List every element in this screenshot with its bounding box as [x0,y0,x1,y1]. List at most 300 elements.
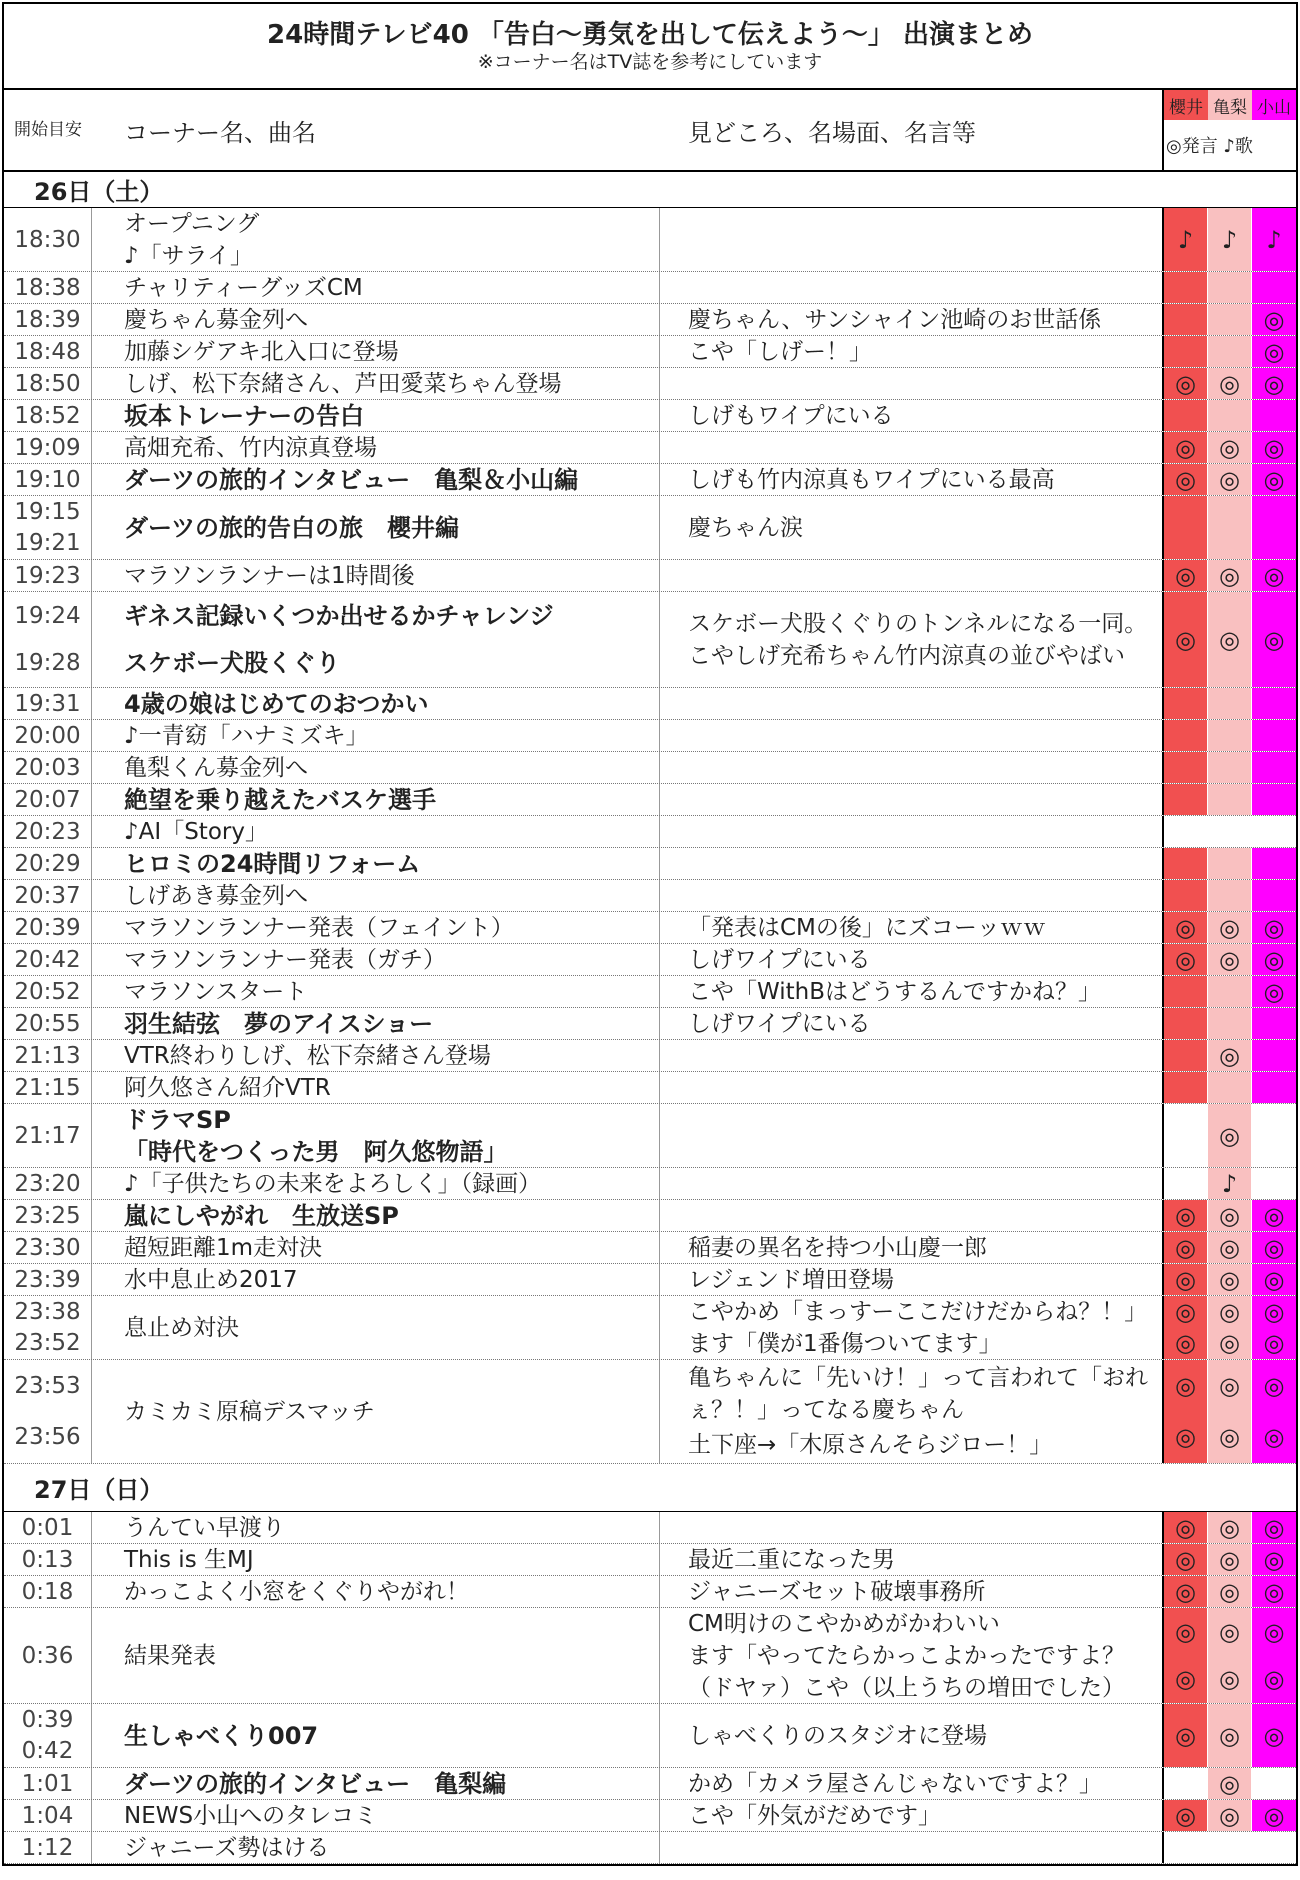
koyama-cell [1252,592,1296,687]
time-cell [4,496,92,559]
sakurai-cell [1164,720,1208,751]
cell-line: オープニング [124,211,260,237]
cell-line: ♪ [1221,1169,1238,1198]
corner-name-cell [92,592,660,687]
time-cell [4,1200,92,1231]
cell-line: 20:00 [14,722,81,749]
cell-line: ◎ [1175,1721,1196,1750]
kamenashi-cell [1208,432,1252,463]
cell-line: ◎ [1219,1801,1240,1830]
time-cell [4,816,92,847]
koyama-cell [1252,816,1296,847]
cell-line: ◎ [1219,433,1240,462]
memo-cell: ジャニーズセット破壊事務所 [660,1576,1164,1607]
memo-cell [660,1832,1164,1863]
cell-line: うんてい早渡り [124,1514,285,1541]
header-member-kamenashi: 亀梨 [1208,90,1252,120]
corner-name-cell [92,784,660,815]
kamenashi-cell [1208,1072,1252,1103]
kamenashi-cell [1208,1832,1252,1863]
cell-line: ます「僕が1番傷ついてます」 [688,1331,1002,1357]
column-header [4,90,1296,172]
time-cell [4,1296,92,1359]
cell-line: 19:09 [14,434,81,461]
cell-line: ドラマSP [124,1106,231,1134]
cell-line: マラソンランナー発表（ガチ） [124,946,446,973]
cell-line: ◎ [1219,1721,1240,1750]
cell-line: ます「やってたらかっこよかったですよ？（ドヤァ）こや（以上うちの増田でした） [688,1643,1125,1701]
memo-cell: 稲妻の異名を持つ小山慶一郎 [660,1232,1164,1263]
time-cell [4,912,92,943]
corner-name-cell [92,560,660,591]
koyama-cell [1252,400,1296,431]
cell-line: ◎ [1263,1233,1285,1262]
sakurai-cell [1164,304,1208,335]
kamenashi-cell [1208,592,1252,687]
sakurai-cell [1164,1296,1208,1359]
time-cell [4,1360,92,1463]
memo-cell [660,1296,1164,1359]
kamenashi-cell [1208,848,1252,879]
kamenashi-cell [1208,688,1252,719]
cell-line: ◎ [1175,1371,1196,1400]
time-cell [4,432,92,463]
kamenashi-cell [1208,272,1252,303]
cell-line: 0:13 [21,1546,74,1573]
kamenashi-cell [1208,1608,1252,1703]
corner-name-cell [92,688,660,719]
cell-line: マラソンスタート [124,978,308,1005]
koyama-cell [1252,1296,1296,1359]
corner-name-cell [92,1232,660,1263]
cell-line: 超短距離1m走対決 [124,1234,323,1261]
corner-name-cell [92,368,660,399]
time-cell [4,784,92,815]
header-memo: 見どころ、名場面、名言等 [660,90,1164,170]
cell-line: ◎ [1263,1423,1285,1452]
sakurai-cell [1164,432,1208,463]
cell-line: ◎ [1219,913,1240,942]
sakurai-cell [1164,976,1208,1007]
corner-name-cell [92,720,660,751]
cell-line: ◎ [1219,1297,1240,1326]
table-row [4,688,1296,720]
cell-line: ◎ [1263,1371,1285,1400]
sakurai-cell [1164,592,1208,687]
time-cell [4,720,92,751]
cell-line: 20:42 [14,946,81,973]
cell-line: ◎ [1263,977,1285,1006]
cell-line: ◎ [1219,561,1240,590]
table-row [4,784,1296,816]
memo-cell [660,816,1164,847]
cell-line: 0:36 [21,1642,74,1669]
cell-line: ◎ [1219,945,1240,974]
memo-cell: こや「WithBはどうするんですかね？」 [660,976,1164,1007]
table-row [4,1704,1296,1768]
cell-line: 0:18 [21,1578,74,1605]
cell-line: ◎ [1219,1545,1240,1574]
cell-line: ◎ [1263,1513,1285,1542]
koyama-cell [1252,1768,1296,1799]
kamenashi-cell [1208,368,1252,399]
cell-line: 土下座→「木原さんそらジロー！」 [688,1432,1053,1459]
cell-line: 23:56 [14,1424,81,1451]
sakurai-cell [1164,816,1208,847]
cell-line: 20:39 [14,914,81,941]
table-row [4,720,1296,752]
cell-line: ダーツの旅的インタビュー 亀梨編 [124,1769,507,1798]
koyama-cell [1252,1072,1296,1103]
memo-cell [660,432,1164,463]
koyama-cell [1252,688,1296,719]
table-row [4,1544,1296,1576]
cell-line: ◎ [1219,625,1240,654]
cell-line: ◎ [1175,945,1196,974]
koyama-cell [1252,1008,1296,1039]
table-row [4,464,1296,496]
memo-cell: レジェンド増田登場 [660,1264,1164,1295]
cell-line: ◎ [1219,1233,1240,1262]
cell-line: ♪ [1221,225,1238,254]
kamenashi-cell [1208,752,1252,783]
cell-line: 20:23 [14,818,81,845]
time-cell [4,1008,92,1039]
cell-line: ギネス記録いくつか出せるかチャレンジ [124,601,554,630]
time-cell [4,976,92,1007]
cell-line: ♪ [1177,225,1194,254]
cell-line: 21:17 [14,1122,81,1149]
table-row [4,1040,1296,1072]
sakurai-cell [1164,1168,1208,1199]
cell-line: 高畑充希、竹内涼真登場 [124,434,377,461]
cell-line: 23:25 [14,1202,81,1229]
cell-line: 生しゃべくり007 [124,1721,319,1750]
koyama-cell [1252,1360,1296,1463]
sakurai-cell [1164,560,1208,591]
sakurai-cell [1164,1264,1208,1295]
cell-line: マラソンランナー発表（フェイント） [124,914,514,941]
day-label: 26日（土） [34,178,164,206]
table-row [4,880,1296,912]
memo-cell [660,784,1164,815]
time-cell [4,1800,92,1831]
koyama-cell [1252,1264,1296,1295]
cell-line: ◎ [1263,1329,1285,1358]
corner-name-cell [92,304,660,335]
sakurai-cell [1164,368,1208,399]
kamenashi-cell [1208,496,1252,559]
cell-line: ヒロミの24時間リフォーム [124,849,421,878]
time-cell [4,400,92,431]
memo-cell: こや「しげー！」 [660,336,1164,367]
schedule-sheet [2,2,1298,1866]
corner-name-cell [92,1704,660,1767]
cell-line: ◎ [1219,465,1240,494]
corner-name-cell [92,976,660,1007]
cell-line: 23:52 [14,1330,81,1357]
memo-cell: 慶ちゃん、サンシャイン池崎のお世話係 [660,304,1164,335]
corner-name-cell [92,1104,660,1167]
time-cell [4,752,92,783]
cell-line: 4歳の娘はじめてのおつかい [124,689,429,718]
table-row [4,496,1296,560]
koyama-cell [1252,976,1296,1007]
cell-line: 息止め対決 [124,1314,239,1341]
memo-cell: 慶ちゃん涙 [660,496,1164,559]
cell-line: ◎ [1219,1041,1240,1070]
cell-line: 1:01 [21,1770,74,1797]
memo-cell: しげもワイプにいる [660,400,1164,431]
sakurai-cell [1164,848,1208,879]
koyama-cell [1252,208,1296,271]
kamenashi-cell [1208,944,1252,975]
cell-line: 23:30 [14,1234,81,1261]
time-cell [4,1704,92,1767]
corner-name-cell [92,1360,660,1463]
time-cell [4,592,92,687]
sakurai-cell [1164,1608,1208,1703]
kamenashi-cell [1208,1512,1252,1543]
kamenashi-cell [1208,560,1252,591]
kamenashi-cell [1208,1168,1252,1199]
memo-cell: こや「外気がだめです」 [660,1800,1164,1831]
time-cell [4,944,92,975]
memo-cell [660,272,1164,303]
sakurai-cell [1164,1832,1208,1863]
table-row [4,1360,1296,1464]
cell-line: 19:10 [14,466,81,493]
cell-line: ◎ [1263,561,1285,590]
memo-cell [660,1200,1164,1231]
time-cell [4,880,92,911]
sakurai-cell [1164,400,1208,431]
koyama-cell [1252,784,1296,815]
kamenashi-cell [1208,912,1252,943]
koyama-cell [1252,1200,1296,1231]
cell-line: ◎ [1175,1545,1196,1574]
sakurai-cell [1164,880,1208,911]
cell-line: 嵐にしやがれ 生放送SP [124,1201,399,1230]
cell-line: 阿久悠さん紹介VTR [124,1074,331,1101]
cell-line: 20:55 [14,1010,81,1037]
cell-line: 亀ちゃんに「先いけ！」って言われて「おれぇ？！」ってなる慶ちゃん [688,1364,1148,1423]
cell-line: ◎ [1263,465,1285,494]
time-cell [4,1264,92,1295]
koyama-cell [1252,1576,1296,1607]
memo-cell [660,208,1164,271]
cell-line: ◎ [1263,1577,1285,1606]
cell-line: ◎ [1263,945,1285,974]
kamenashi-cell [1208,1104,1252,1167]
cell-line: 20:29 [14,850,81,877]
cell-line: 18:50 [14,370,81,397]
cell-line: 羽生結弦 夢のアイスショー [124,1009,434,1038]
time-cell [4,1232,92,1263]
koyama-cell [1252,1832,1296,1863]
table-row [4,912,1296,944]
cell-line: 23:39 [14,1266,81,1293]
table-row [4,1512,1296,1544]
time-cell [4,272,92,303]
kamenashi-cell [1208,816,1252,847]
title-main: 24時間テレビ40 「告白～勇気を出して伝えよう～」 出演まとめ [267,20,1033,50]
cell-line: 19:31 [14,690,81,717]
memo-cell: しげワイプにいる [660,944,1164,975]
cell-line: ♪ [1266,225,1282,254]
cell-line: 加藤シゲアキ北入口に登場 [124,338,399,365]
kamenashi-cell [1208,784,1252,815]
memo-cell: しげも竹内涼真もワイプにいる最高 [660,464,1164,495]
table-row [4,336,1296,368]
koyama-cell [1252,1704,1296,1767]
sakurai-cell [1164,1008,1208,1039]
cell-line: ◎ [1219,1665,1240,1694]
cell-line: 18:52 [14,402,81,429]
cell-line: ◎ [1263,369,1285,398]
memo-cell: スケボー犬股くぐりのトンネルになる一同。こやしげ充希ちゃん竹内涼真の並びやばい [660,592,1164,687]
memo-cell [660,688,1164,719]
kamenashi-cell [1208,1360,1252,1463]
cell-line: ◎ [1219,369,1240,398]
cell-line: ◎ [1175,369,1196,398]
header-member-sakurai: 櫻井 [1164,90,1208,120]
time-cell [4,1576,92,1607]
corner-name-cell [92,912,660,943]
cell-line: ♪「サライ」 [124,243,253,269]
table-row [4,1200,1296,1232]
koyama-cell [1252,912,1296,943]
corner-name-cell [92,496,660,559]
sakurai-cell [1164,1232,1208,1263]
table-row [4,304,1296,336]
koyama-cell [1252,496,1296,559]
cell-line: 絶望を乗り越えたバスケ選手 [124,785,436,814]
sakurai-cell [1164,752,1208,783]
cell-line: チャリティーグッズCM [124,274,363,301]
cell-line: VTR終わりしげ、松下奈緒さん登場 [124,1042,491,1069]
koyama-cell [1252,304,1296,335]
sakurai-cell [1164,944,1208,975]
cell-line: 「時代をつくった男 阿久悠物語」 [124,1138,508,1166]
koyama-cell [1252,752,1296,783]
header-legend: ◎発言 ♪歌 [1166,136,1253,157]
cell-line: スケボー犬股くぐり [124,649,340,678]
cell-line: 23:53 [14,1372,81,1399]
time-cell [4,1040,92,1071]
memo-cell: しげワイプにいる [660,1008,1164,1039]
corner-name-cell [92,848,660,879]
cell-line: ◎ [1219,1617,1240,1646]
corner-name-cell [92,880,660,911]
corner-name-cell [92,816,660,847]
time-cell [4,208,92,271]
kamenashi-cell [1208,1296,1252,1359]
cell-line: ◎ [1175,1577,1196,1606]
kamenashi-cell [1208,400,1252,431]
kamenashi-cell [1208,1264,1252,1295]
kamenashi-cell [1208,880,1252,911]
cell-line: ◎ [1263,1721,1285,1750]
koyama-cell [1252,1512,1296,1543]
sakurai-cell [1164,1512,1208,1543]
cell-line: ◎ [1219,1329,1240,1358]
sakurai-cell [1164,912,1208,943]
memo-cell [660,1040,1164,1071]
table-row [4,560,1296,592]
kamenashi-cell [1208,1768,1252,1799]
cell-line: ◎ [1219,1769,1240,1798]
memo-cell: しゃべくりのスタジオに登場 [660,1704,1164,1767]
cell-line: ♪AI「Story」 [124,818,268,845]
corner-name-cell [92,208,660,271]
cell-line: ダーツの旅的インタビュー 亀梨＆小山編 [124,465,579,494]
cell-line: 0:42 [21,1738,74,1765]
cell-line: 18:38 [14,274,81,301]
kamenashi-cell [1208,208,1252,271]
cell-line: ◎ [1175,433,1196,462]
kamenashi-cell [1208,1544,1252,1575]
koyama-cell [1252,336,1296,367]
cell-line: 23:20 [14,1170,81,1197]
cell-line: ◎ [1175,1265,1196,1294]
cell-line: CM明けのこやかめがかわいい [688,1611,1000,1637]
corner-name-cell [92,1768,660,1799]
koyama-cell [1252,1104,1296,1167]
table-row [4,208,1296,272]
cell-line: ◎ [1263,1801,1285,1830]
corner-name-cell [92,1576,660,1607]
cell-line: ◎ [1175,1801,1196,1830]
table-row [4,976,1296,1008]
sakurai-cell [1164,1200,1208,1231]
table-row [4,1264,1296,1296]
day-label: 27日（日） [34,1476,164,1504]
cell-line: NEWS小山へのタレコミ [124,1802,378,1829]
cell-line: ◎ [1175,1233,1196,1262]
table-row [4,752,1296,784]
memo-cell: かめ「カメラ屋さんじゃないですよ？」 [660,1768,1164,1799]
memo-cell [660,848,1164,879]
header-time: 開始目安 [14,120,82,140]
koyama-cell [1252,944,1296,975]
corner-name-cell [92,1264,660,1295]
koyama-cell [1252,1608,1296,1703]
sakurai-cell [1164,272,1208,303]
table-row [4,1072,1296,1104]
day-row [4,172,1296,208]
kamenashi-cell [1208,304,1252,335]
memo-cell [660,1168,1164,1199]
corner-name-cell [92,1608,660,1703]
cell-line: 亀梨くん募金列へ [124,754,308,781]
time-cell [4,688,92,719]
koyama-cell [1252,1544,1296,1575]
sakurai-cell [1164,1800,1208,1831]
cell-line: ◎ [1175,1297,1196,1326]
corner-name-cell [92,464,660,495]
cell-line: ◎ [1175,913,1196,942]
sakurai-cell [1164,336,1208,367]
memo-cell [660,368,1164,399]
cell-line: ◎ [1263,1665,1285,1694]
table-row [4,368,1296,400]
sakurai-cell [1164,1360,1208,1463]
koyama-cell [1252,272,1296,303]
corner-name-cell [92,1008,660,1039]
sakurai-cell [1164,1768,1208,1799]
cell-line: ◎ [1263,1617,1285,1646]
